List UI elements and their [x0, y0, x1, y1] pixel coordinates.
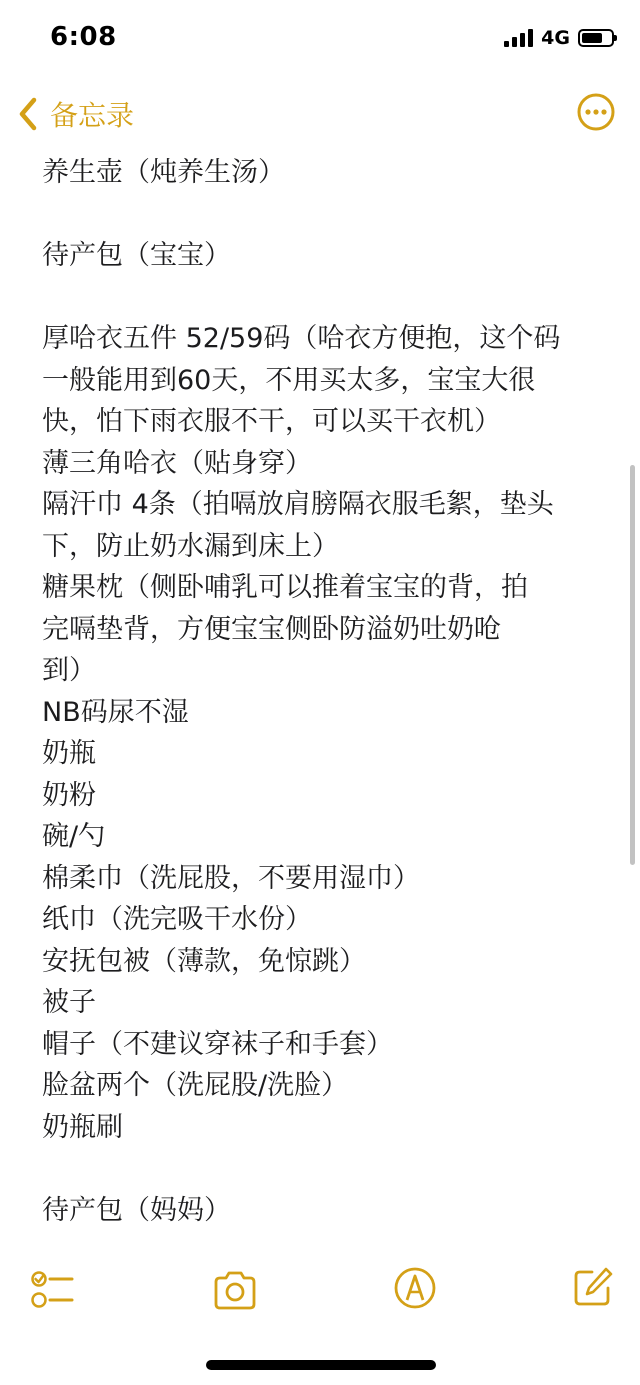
signal-icon [504, 29, 533, 47]
note-line: 脸盆两个（洗屁股/洗脸） [42, 1070, 349, 1101]
markup-icon[interactable] [393, 1266, 437, 1310]
note-line: 薄三角哈衣（贴身穿） [42, 447, 312, 479]
chevron-left-icon [14, 94, 46, 134]
note-line [42, 194, 612, 236]
status-indicators [504, 27, 614, 49]
note-line [42, 1148, 612, 1190]
status-time: 6:08 [50, 22, 117, 52]
camera-icon[interactable] [212, 1268, 258, 1312]
battery-icon [578, 29, 614, 47]
note-line: 奶瓶刷 [42, 1111, 123, 1143]
note-line: 帽子（不建议穿袜子和手套） [42, 1028, 393, 1060]
note-line: 棉柔巾（洗屁股，不要用湿巾） [42, 862, 420, 894]
note-line: 养生壶（炖养生汤） [42, 157, 285, 188]
note-line: 下，防止奶水漏到床上） [42, 530, 339, 562]
checklist-icon[interactable] [30, 1268, 76, 1312]
note-line: 待产包（妈妈） [42, 1194, 231, 1226]
scroll-indicator[interactable] [630, 465, 635, 865]
network-label: 4G [541, 27, 570, 49]
note-line: 快，怕下雨衣服不干，可以买干衣机） [42, 406, 501, 437]
note-body[interactable] [42, 152, 612, 1240]
status-bar [0, 0, 640, 80]
note-line: 纸巾（洗完吸干水份） [42, 904, 312, 935]
note-line: 奶粉 [42, 779, 96, 811]
note-line: 碗/勺 [42, 821, 106, 852]
note-line: 隔汗巾 4条（拍嗝放肩膀隔衣服毛絮，垫头 [42, 489, 554, 520]
note-line: 一般能用到60天，不用买太多，宝宝大很 [42, 364, 536, 396]
back-label: 备忘录 [50, 99, 135, 132]
note-line: 厚哈衣五件 52/59码（哈衣方便抱，这个码 [42, 323, 561, 354]
note-line: 糖果枕（侧卧哺乳可以推着宝宝的背，拍 [42, 572, 528, 603]
back-button[interactable] [14, 88, 134, 140]
compose-icon[interactable] [572, 1266, 614, 1308]
note-line: 被子 [42, 987, 96, 1018]
home-indicator[interactable] [206, 1360, 436, 1370]
more-options-icon[interactable] [576, 92, 616, 132]
note-line: 到） [42, 655, 96, 686]
note-line: 完嗝垫背，方便宝宝侧卧防溢奶吐奶呛 [42, 613, 501, 645]
note-line [42, 277, 612, 319]
note-line: 奶瓶 [42, 738, 96, 769]
note-line: 待产包（宝宝） [42, 240, 231, 271]
note-line: 安抚包被（薄款，免惊跳） [42, 945, 366, 977]
note-line: NB码尿不湿 [42, 696, 189, 728]
nav-bar [0, 88, 640, 140]
